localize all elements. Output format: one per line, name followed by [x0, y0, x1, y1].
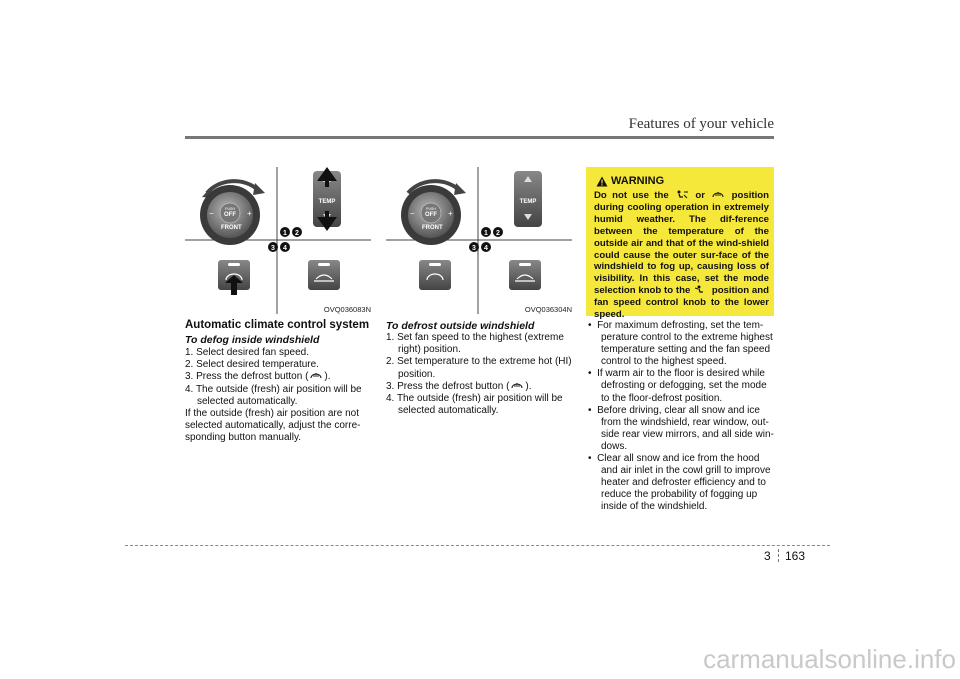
section-title: Automatic climate control system: [185, 319, 370, 331]
figure-code: OVQ036304N: [524, 305, 572, 314]
defog-step: 3. Press the defrost button ( ).: [185, 371, 331, 383]
floor-defrost-mode-icon: [674, 190, 690, 199]
defog-step: 2. Select desired temperature.: [185, 359, 319, 371]
defog-steps: [185, 347, 375, 445]
callout-4: 4: [283, 245, 287, 252]
defrost-title: To defrost outside windshield: [386, 320, 535, 332]
callout-4: 4: [484, 245, 488, 252]
dial-off-label: OFF: [425, 212, 437, 218]
warning-triangle-icon: [596, 176, 608, 187]
figure-code: OVQ036083N: [323, 305, 371, 314]
defrost-step: 3. Press the defrost button ( ).: [386, 380, 532, 392]
dial-front-label: FRONT: [422, 225, 443, 231]
defrost-step: 1. Set fan speed to the highest (extreme right) position.: [386, 332, 564, 356]
callout-1: 1: [283, 230, 287, 237]
dial-minus-label: −: [209, 209, 214, 218]
defog-note: If the outside (fresh) air position are not selected automatically, adjust the corre-sponding button manually.: [185, 408, 361, 444]
figure-defrost: [386, 167, 572, 314]
dial-front-label: FRONT: [221, 225, 242, 231]
footer-rule: [125, 545, 830, 546]
list-item: • For maximum defrosting, set the tem-perature control to the extreme highest temperature setting and the fan speed control to the highest speed.: [588, 320, 773, 368]
header-rule: [185, 136, 774, 139]
dial-push-label: PUSH: [225, 207, 235, 211]
list-item: • If warm air to the floor is desired while defrosting or defogging, set the mode to the floor-defrost position.: [588, 368, 767, 404]
dial-plus-label: +: [247, 209, 252, 218]
callout-2: 2: [295, 230, 299, 237]
warning-heading: WARNING: [611, 175, 665, 187]
list-item: • Clear all snow and ice from the hood and air inlet in the cowl grill to improve heater and defroster efficiency and to reduce the probability of fogging up inside of the windshield.: [588, 453, 771, 513]
callout-2: 2: [496, 230, 500, 237]
climate-panel-illustration: [386, 167, 572, 314]
defrost-icon: [710, 190, 726, 199]
header-title: Features of your vehicle: [628, 116, 774, 132]
page-separator: [778, 549, 779, 562]
dial-plus-label: +: [448, 209, 453, 218]
callout-1: 1: [484, 230, 488, 237]
list-item: • Before driving, clear all snow and ice from the windshield, rear window, out-side rear view mirrors, and all side win-dows.: [588, 404, 774, 452]
dial-minus-label: −: [410, 209, 415, 218]
figure-defog: [185, 167, 371, 314]
defog-step: 1. Select desired fan speed.: [185, 347, 309, 358]
defrost-icon: [308, 371, 324, 380]
warning-box: [586, 167, 774, 321]
defrost-step: 2. Set temperature to the extreme hot (HI) position.: [386, 356, 572, 380]
climate-panel-illustration: [185, 167, 371, 314]
temp-label: TEMP: [519, 199, 537, 205]
dial-off-label: OFF: [224, 212, 236, 218]
temp-label: TEMP: [318, 199, 336, 205]
defrost-icon: [509, 381, 525, 390]
defrost-steps: [386, 332, 576, 417]
face-mode-icon: [693, 285, 709, 294]
watermark: carmanualsonline.info: [703, 644, 956, 674]
defog-step: 4. The outside (fresh) air position will be selected automatically.: [185, 383, 362, 407]
defrost-step: 4. The outside (fresh) air position will be selected automatically.: [386, 393, 563, 417]
callout-3: 3: [472, 245, 476, 252]
dial-push-label: PUSH: [426, 207, 436, 211]
tips-list: [588, 320, 776, 514]
defog-title: To defog inside windshield: [185, 334, 320, 346]
page-number: 163: [785, 549, 806, 563]
chapter-number: 3: [764, 549, 771, 563]
callout-3: 3: [271, 245, 275, 252]
warning-text: Do not use the or position during cooling operation in extremely humid weather. The dif-ference between the temperature of the outside air and that of the wind-shield could cause the outer sur-face of the windshield to fog up, causing loss of visibility. In this case, set the mode selection knob to the position and fan speed control knob to the lower speed.: [594, 190, 769, 321]
